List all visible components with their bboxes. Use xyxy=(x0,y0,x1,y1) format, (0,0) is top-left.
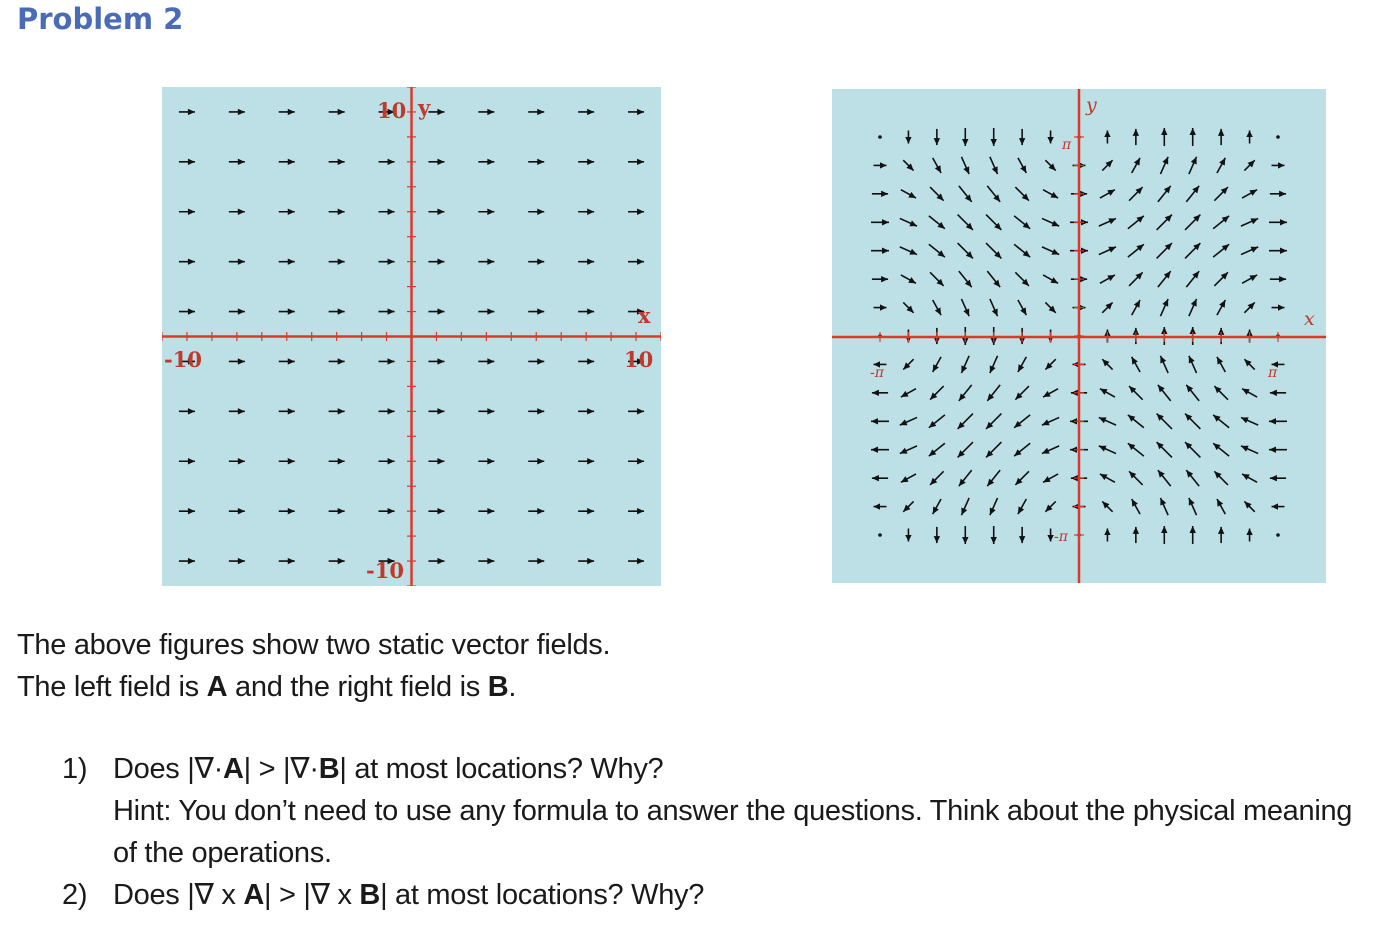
field-b-arrow xyxy=(878,135,882,139)
field-b-arrow xyxy=(878,533,882,537)
question-2 xyxy=(62,874,1362,916)
vector-field-a xyxy=(162,87,661,586)
field-b-ymax-tick: π xyxy=(1062,137,1072,153)
question-1-hint: Hint: You don’t need to use any formula to answer the questions. Think about the physical meaning of the operations. xyxy=(113,795,1353,869)
vector-field-b xyxy=(832,89,1326,583)
question-list xyxy=(62,748,1362,916)
question-1 xyxy=(62,748,1362,874)
field-a-y-label: y xyxy=(418,95,431,120)
field-b-arrow xyxy=(1276,533,1280,537)
question-2-number: 2) xyxy=(62,879,88,911)
question-2-text: Does |∇ x A| > |∇ x B| at most locations? Why? xyxy=(113,879,705,911)
description-line-1: The above figures show two static vector fields. xyxy=(17,629,611,661)
field-b-xmin-tick: -π xyxy=(870,365,884,381)
field-b-xmax-tick: π xyxy=(1268,365,1278,381)
field-b-x-label: x xyxy=(1304,308,1315,330)
problem-heading: Problem 2 xyxy=(17,2,184,36)
field-a-ymin-tick: -10 xyxy=(366,558,404,583)
field-b-y-label: y xyxy=(1086,94,1097,116)
question-1-number: 1) xyxy=(62,753,88,785)
field-b-ymin-tick: -π xyxy=(1054,529,1068,545)
field-b-arrow xyxy=(1276,135,1280,139)
question-1-text: Does |∇·A| > |∇·B| at most locations? Why? xyxy=(113,753,664,785)
field-a-x-label: x xyxy=(638,303,651,328)
description-line-2: The left field is A and the right field is B. xyxy=(17,671,517,703)
field-a-xmax-tick: 10 xyxy=(624,347,654,372)
field-a-xmin-tick: -10 xyxy=(164,347,202,372)
field-a-ymax-tick: 10 xyxy=(377,98,407,123)
